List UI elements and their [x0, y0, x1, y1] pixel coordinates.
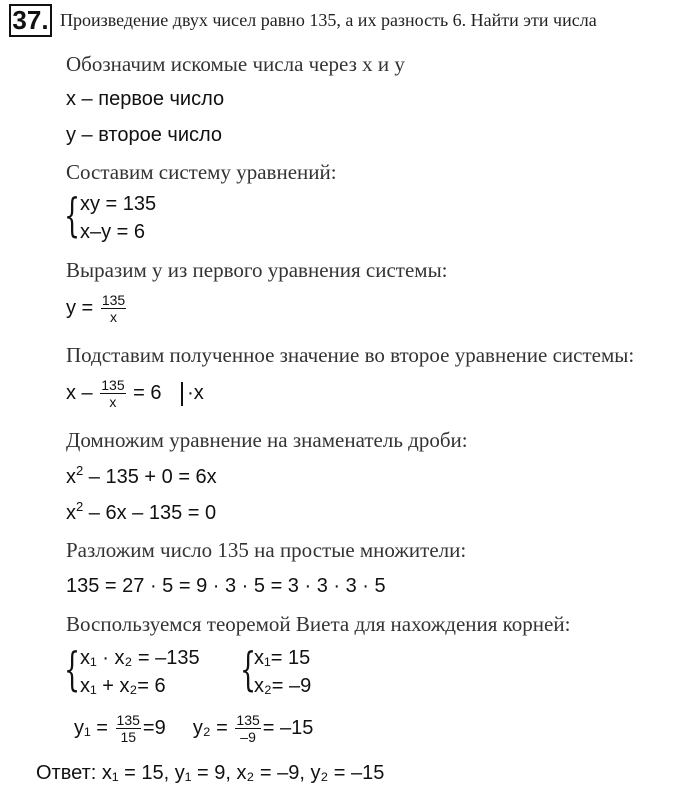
fraction-denominator: x [109, 394, 117, 410]
step-compose-system: Составим систему уравнений: [66, 160, 337, 184]
answer-line: Ответ: x₁ = 15, y₁ = 9, x₂ = –9, y₂ = –15 [36, 762, 385, 784]
system-eq-product: ху = 135 [80, 193, 157, 215]
step-notation: Обозначим искомые числа через х и у [66, 52, 405, 76]
y1-lhs: y₁ = [74, 716, 108, 739]
step-express-y: Выразим у из первого уравнения системы: [66, 258, 448, 282]
fraction [100, 377, 125, 410]
fraction [116, 712, 141, 745]
equation-factorization: 135 = 27 · 5 = 9 · 3 · 5 = 3 · 3 · 3 · 5 [66, 575, 386, 597]
fraction-denominator: –9 [240, 729, 256, 745]
vieta-eq-product: x₁ · x₂ = –135 [80, 647, 200, 669]
fraction-numerator: 135 [101, 377, 125, 393]
eq-sub-lhs: x – [66, 381, 93, 404]
multiply-bar [181, 382, 183, 406]
eq-sub-multiplier: ·x [187, 381, 204, 404]
equation-y-values [74, 712, 313, 745]
step-y-second: у – второе число [66, 124, 223, 146]
y2-rhs: = –15 [262, 716, 314, 739]
equation-substituted [66, 377, 204, 410]
eq-var: x [66, 502, 76, 524]
system-brace: { [64, 188, 81, 242]
step-vieta: Воспользуемся теоремой Виета для нахождения корней: [66, 612, 571, 636]
equation-y [66, 292, 128, 325]
step-x-first: х – первое число [66, 88, 225, 110]
vieta-brace: { [64, 642, 81, 696]
vieta-eq-sum: x₁ + x₂= 6 [80, 675, 166, 697]
roots-brace: { [240, 642, 257, 696]
eq-rest: – 6x – 135 = 0 [83, 502, 217, 524]
fraction [235, 712, 260, 745]
eq-var: x [66, 466, 76, 488]
fraction [101, 292, 126, 325]
eq-sub-rhs: = 6 [133, 381, 162, 404]
step-substitute: Подставим полученное значение во второе уравнение системы: [66, 343, 635, 367]
root-x2: x₂= –9 [254, 675, 312, 697]
fraction-numerator: 135 [101, 292, 126, 308]
equation-quadratic-1 [66, 463, 217, 489]
step-factorize: Разложим число 135 на простые множители: [66, 538, 467, 562]
step-multiply: Домножим уравнение на знаменатель дроби: [66, 428, 468, 452]
fraction-denominator: 15 [120, 729, 137, 745]
y2-lhs: y₂ = [192, 716, 228, 739]
problem-statement: Произведение двух чисел равно 135, а их разность 6. Найти эти числа [60, 10, 597, 30]
eq-rest: – 135 + 0 = 6x [83, 466, 217, 488]
roots-system [254, 644, 311, 700]
exponent: 2 [76, 463, 84, 478]
y1-rhs: =9 [142, 716, 166, 739]
equation-system [80, 190, 156, 246]
fraction-numerator: 135 [236, 712, 260, 728]
exponent: 2 [76, 499, 84, 514]
vieta-system [80, 644, 200, 700]
eq-y-lhs: y = [66, 296, 94, 319]
equation-quadratic-2 [66, 499, 217, 525]
fraction-denominator: x [109, 309, 117, 325]
root-x1: x₁= 15 [254, 647, 311, 669]
system-eq-difference: х–у = 6 [80, 221, 146, 243]
fraction-numerator: 135 [116, 712, 140, 728]
problem-number: 37. [9, 4, 52, 37]
